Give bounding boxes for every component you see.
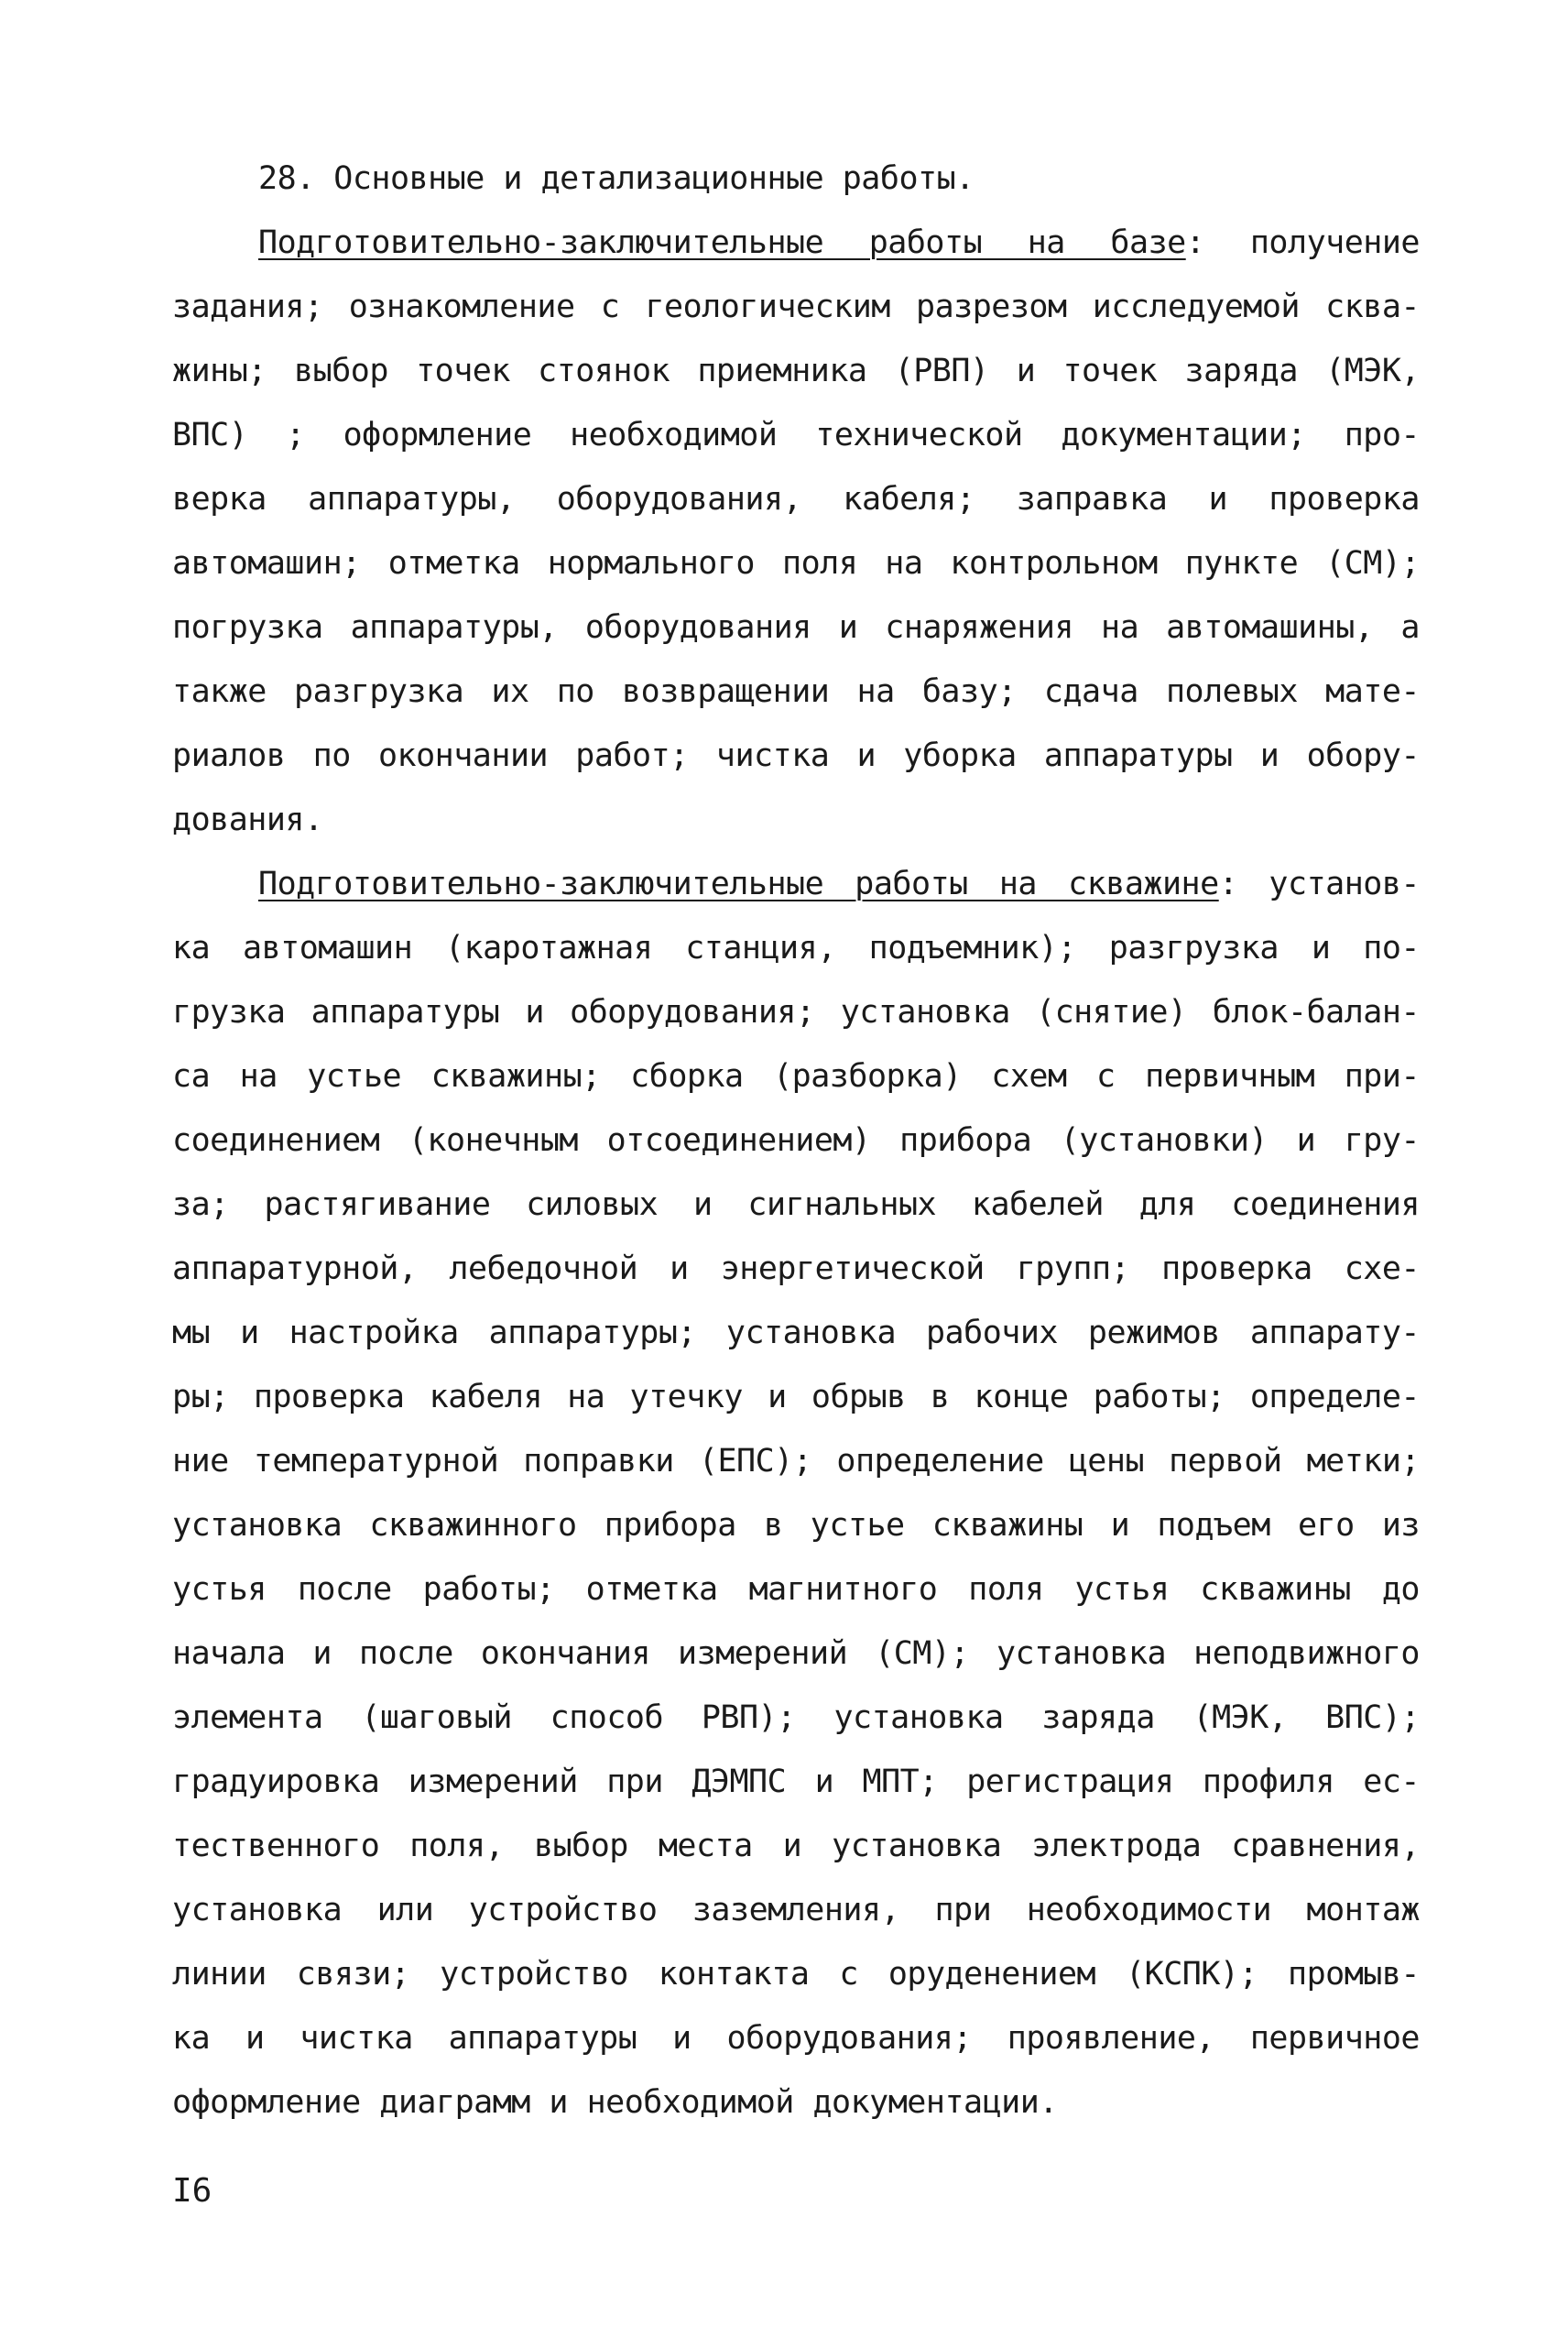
text-line: соединением (конечным отсоединением) прибора (установки) и гру- bbox=[172, 1122, 1420, 1159]
paragraph-base-work bbox=[172, 211, 1420, 852]
text-line: задания; ознакомление с геологическим разрезом исследуемой сква- bbox=[172, 289, 1420, 325]
text-line: мы и настройка аппаратуры; установка рабочих режимов аппарату- bbox=[172, 1315, 1420, 1351]
text-line: линии связи; устройство контакта с оруденением (КСПК); промыв- bbox=[172, 1956, 1420, 1993]
text-line-last: дования. bbox=[172, 802, 323, 838]
text-line: за; растягивание силовых и сигнальных кабелей для соединения bbox=[172, 1186, 1420, 1223]
paragraph-title: Подготовительно-заключительные работы на базе bbox=[258, 224, 1186, 261]
text-line: жины; выбор точек стоянок приемника (РВП) и точек заряда (МЭК, bbox=[172, 353, 1420, 389]
text-line: ры; проверка кабеля на утечку и обрыв в конце работы; определе- bbox=[172, 1379, 1420, 1415]
paragraph-well-work bbox=[172, 852, 1420, 2135]
text-line: тественного поля, выбор места и установка электрода сравнения, bbox=[172, 1828, 1420, 1864]
paragraph-title: Подготовительно-заключительные работы на скважине bbox=[258, 866, 1219, 902]
text-line: ка и чистка аппаратуры и оборудования; проявление, первичное bbox=[172, 2020, 1420, 2057]
text-line-last: оформление диаграмм и необходимой документации. bbox=[172, 2084, 1058, 2121]
text-line: установка скважинного прибора в устье скважины и подъем его из bbox=[172, 1507, 1420, 1544]
text-line: са на устье скважины; сборка (разборка) схем с первичным при- bbox=[172, 1058, 1420, 1095]
text-line: устья после работы; отметка магнитного поля устья скважины до bbox=[172, 1571, 1420, 1608]
text-line: ВПС) ; оформление необходимой технической документации; про- bbox=[172, 417, 1420, 453]
text-line: начала и после окончания измерений (СМ); установка неподвижного bbox=[172, 1635, 1420, 1672]
paragraph-first-line bbox=[172, 852, 1420, 916]
text-line: градуировка измерений при ДЭМПС и МПТ; регистрация профиля ес- bbox=[172, 1764, 1420, 1800]
paragraph-title-continuation: : установ- bbox=[1218, 866, 1420, 902]
text-line: грузка аппаратуры и оборудования; установка (снятие) блок-балан- bbox=[172, 994, 1420, 1031]
text-line: элемента (шаговый способ РВП); установка заряда (МЭК, ВПС); bbox=[172, 1699, 1420, 1736]
text-line: верка аппаратуры, оборудования, кабеля; заправка и проверка bbox=[172, 481, 1420, 518]
page-number: I6 bbox=[172, 2172, 212, 2210]
text-line: аппаратурной, лебедочной и энергетической групп; проверка схе- bbox=[172, 1250, 1420, 1287]
text-line: установка или устройство заземления, при необходимости монтаж bbox=[172, 1892, 1420, 1928]
paragraph-first-line bbox=[172, 211, 1420, 275]
paragraph-title-continuation: : получение bbox=[1185, 224, 1421, 261]
text-line: автомашин; отметка нормального поля на контрольном пункте (СМ); bbox=[172, 545, 1420, 582]
text-line: погрузка аппаратуры, оборудования и снаряжения на автомашины, а bbox=[172, 609, 1420, 646]
section-heading: 28. Основные и детализационные работы. bbox=[258, 160, 975, 197]
text-line: ка автомашин (каротажная станция, подъемник); разгрузка и по- bbox=[172, 930, 1420, 966]
text-line: риалов по окончании работ; чистка и уборка аппаратуры и обору- bbox=[172, 737, 1420, 774]
text-line: ние температурной поправки (ЕПС); определение цены первой метки; bbox=[172, 1443, 1420, 1480]
text-line: также разгрузка их по возвращении на базу; сдача полевых мате- bbox=[172, 673, 1420, 710]
